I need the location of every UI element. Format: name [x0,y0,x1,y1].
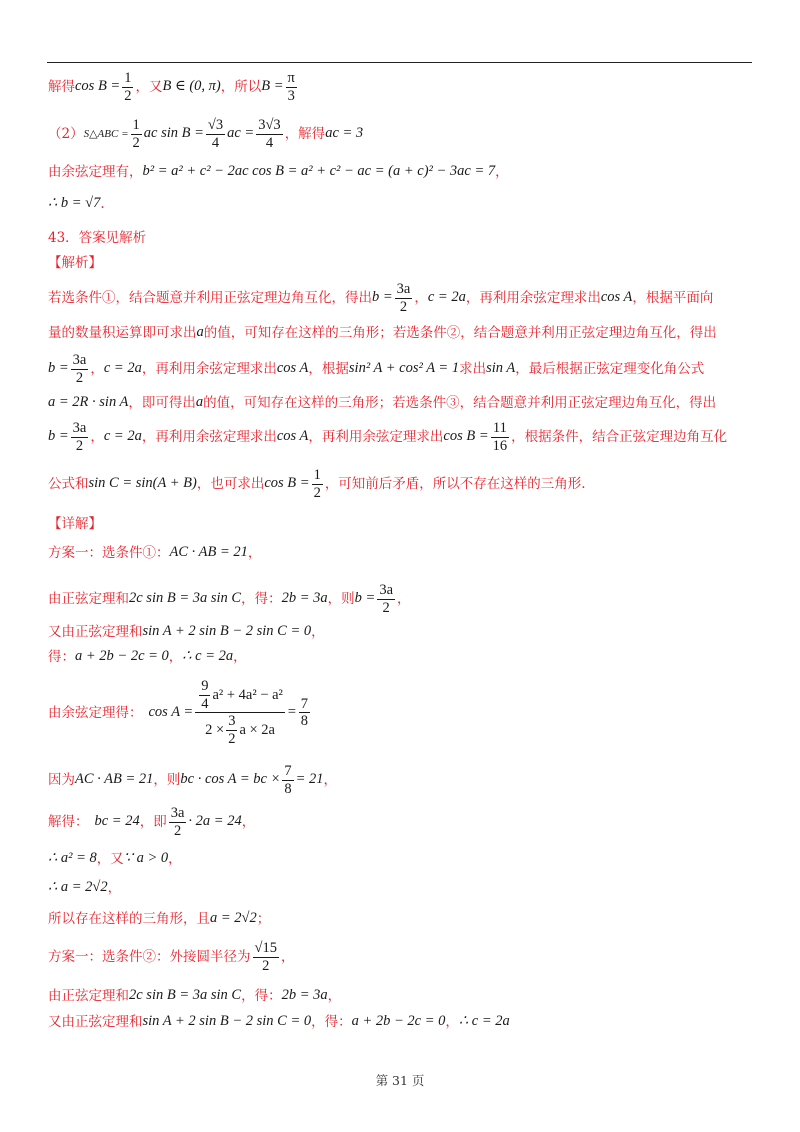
formula: b = [48,360,69,377]
formula: sin² A + cos² A = 1 [348,360,460,377]
formula: bc · cos A = bc × [180,771,281,788]
detail-line-4 [48,648,247,665]
page-number: 第 31 页 [375,1073,425,1088]
text: 求出 [459,361,487,378]
formula: a + 2b − 2c = 0 [351,1013,446,1029]
solution-line-2 [48,117,363,151]
fraction [282,763,293,797]
denominator: 2 [124,87,132,104]
text: ， [280,949,295,966]
analysis-line-3 [48,352,704,386]
text: 若选条件①，结合题意并利用正弦定理边角互化，得出 [48,290,372,307]
text: 由余弦定理有， [48,163,143,180]
formula: ∴ a² = 8 [48,850,97,866]
formula: cos B = [443,428,489,445]
numerator: 11 [492,420,507,436]
formula: · 2a = 24 [188,813,242,830]
denominator: 4 [265,134,274,151]
numerator [195,678,285,713]
fraction [491,420,510,454]
text: 的值，可知存在这样的三角形；若选条件③，结合题意并利用正弦定理边角互化，得出 [203,394,717,411]
formula: a + 2b − 2c = 0 [75,648,169,664]
analysis-line-5 [48,420,727,454]
formula: c = 2a [103,428,142,445]
text: ，最后根据正弦定理变化角公式 [515,361,705,378]
text: ，根据条件，结合正弦定理边角互化 [511,429,728,446]
text: ，又 [135,79,163,96]
solution-line-3 [48,163,509,180]
fraction [256,117,282,151]
text: ，则 [153,772,181,789]
text: ，根据 [308,361,349,378]
text: ，则 [327,591,355,608]
denominator [203,713,277,747]
text: ， [327,987,342,1004]
text: ， [397,591,411,608]
denominator: 8 [300,713,308,730]
numerator: 1 [313,467,321,483]
numerator: 7 [284,763,292,779]
formula: ∴ b = √7 [48,195,101,211]
formula: b² = a² + c² − 2ac cos B = a² + c² − ac = (a + c)² − 3ac = 7 [142,163,496,179]
numerator: 3 [228,713,236,730]
numerator: 3a [72,352,87,368]
solution-line-4 [48,195,105,212]
text: 解得： [48,814,89,831]
detail-line-9 [48,879,121,896]
formula: 2c sin B = 3a sin C [129,987,242,1003]
formula: B ∈ (0, π) [162,78,221,95]
text: ， [414,290,428,307]
formula: = [286,704,297,721]
text: （2） [48,126,84,143]
formula: 2c sin B = 3a sin C [129,590,242,607]
formula: sin A + 2 sin B − 2 sin C = 0 [142,623,312,639]
formula: a [195,394,204,410]
text: 因为 [48,772,75,789]
text: ， [445,1013,459,1030]
formula: cos A [600,289,633,306]
text: ，即可得出 [128,394,196,411]
formula: 2b = 3a [281,590,328,607]
formula: a = 2R · sin A [48,394,129,410]
denominator: 2 [75,437,84,454]
text: ，得： [311,1013,352,1030]
fraction [71,420,89,454]
text: 所以存在这样的三角形，且 [48,910,210,927]
fraction [206,117,225,151]
numerator: 3a [72,420,87,436]
denominator: 4 [201,695,209,712]
analysis-line-6 [48,467,586,501]
detail-line-5 [48,678,312,748]
text: 由正弦定理和 [48,987,129,1004]
denominator: 4 [211,134,220,151]
formula: ∴ c = 2a [458,1013,510,1029]
formula: cos B = [264,475,310,492]
detail-line-8 [48,850,182,867]
text: ， [247,544,262,561]
text: ， [168,648,183,665]
denominator: 2 [262,957,270,974]
analysis-heading: 【解析】 [48,255,102,271]
fraction [312,467,323,501]
formula: cos A [276,360,309,377]
text: 解得 [48,79,75,96]
detail-line-11 [48,940,294,974]
numerator: 9 [201,678,209,694]
text: ，再利用余弦定理求出 [141,429,277,446]
formula: sin A [486,360,516,377]
denominator: 2 [399,298,408,315]
text: ，得： [241,987,282,1004]
formula: b = [354,590,376,607]
text: ， [233,648,247,665]
text: ，所以 [220,79,262,96]
numerator: 3√3 [258,117,281,133]
numerator: π [287,70,295,86]
detail-line-6 [48,763,337,797]
formula: cos A [276,428,309,445]
fraction [377,582,395,616]
text: 又由正弦定理和 [48,623,143,640]
formula: cos A = [148,704,194,721]
fraction [286,70,297,104]
denominator: 2 [382,599,390,616]
fraction [131,117,142,151]
numerator: 3a [379,582,393,598]
text: 又由正弦定理和 [48,1013,143,1030]
detail-heading: 【详解】 [48,516,102,532]
denominator: 16 [492,437,508,454]
numerator: 1 [132,117,140,133]
text: ， [323,772,338,789]
detail-line-2 [48,582,411,616]
fraction [395,281,413,315]
text: 得： [48,648,75,665]
fraction [169,805,187,839]
text: ，又 [96,850,124,867]
formula: ac = 3 [325,125,364,142]
numerator: 7 [300,695,308,712]
numerator: √15 [254,940,277,956]
text: ，再利用余弦定理求出 [465,290,601,307]
denominator: 2 [132,134,140,151]
denominator: 2 [313,484,321,501]
numerator: √3 [207,117,224,133]
analysis-line-4 [48,394,716,411]
denominator: 2 [228,731,236,748]
detail-line-12 [48,987,341,1004]
text: 量的数量积运算即可求出 [48,324,197,341]
solution-line-1 [48,70,299,104]
text: 公式和 [48,476,89,493]
analysis-line-1 [48,281,713,315]
text: 由余弦定理得： [48,704,143,721]
numerator: 1 [124,70,132,86]
formula: sin A + 2 sin B − 2 sin C = 0 [142,1013,312,1029]
detail-line-13 [48,1013,510,1030]
fraction [199,678,210,712]
fraction [253,940,279,974]
text: ，解得 [284,126,326,143]
fraction [122,70,133,104]
formula: c = 2a [103,360,142,377]
denominator: 8 [284,780,292,797]
formula: = 21 [295,771,324,788]
text: ，即 [139,814,167,831]
analysis-line-2 [48,324,717,341]
formula: ∵ a > 0 [123,850,169,866]
formula: AC · AB = 21 [75,771,154,788]
formula: b = [372,289,393,306]
text: . [100,195,105,212]
text: ， [311,623,325,640]
denominator: 2 [75,369,84,386]
denominator: 3 [287,87,295,104]
text: ，再利用余弦定理求出 [141,361,277,378]
text: ， [90,429,104,446]
text: ，根据平面向 [632,290,714,307]
formula: a² + 4a² − a² [212,686,283,703]
fraction [71,352,89,386]
fraction [299,696,310,730]
formula: S△ABC = [83,127,129,140]
question-number: 43．答案见解析 [48,230,147,246]
text: 方案一：选条件②：外接圆半径为 [48,949,251,966]
formula: B = [261,78,284,95]
numerator: 3a [396,281,411,297]
formula: AC · AB = 21 [169,544,248,560]
detail-line-3 [48,623,325,640]
formula: cos B = [75,78,121,95]
text: ； [256,910,271,927]
fraction [226,713,237,747]
formula: 2 × [205,722,225,739]
text: 的值，可知存在这样的三角形；若选条件②，结合题意并利用正弦定理边角互化，得出 [203,324,717,341]
formula: a × 2a [239,722,275,739]
formula: a = 2√2 [210,910,257,926]
text: ， [168,850,182,867]
denominator: 2 [173,822,182,839]
formula: c = 2a [427,289,466,306]
detail-line-7 [48,805,255,839]
formula: ∴ a = 2√2 [48,879,108,895]
numerator: 3a [170,805,185,821]
formula: b = [48,428,69,445]
formula: ac sin B = [143,125,204,142]
formula: bc = 24 [94,813,140,830]
text: ， [90,361,104,378]
formula: ∴ c = 2a [182,648,234,664]
formula: ac = [227,125,255,142]
cos-fraction [195,678,285,748]
text: ，可知前后矛盾，所以不存在这样的三角形. [324,476,586,493]
text: ， [107,879,122,896]
text: ， [495,163,509,180]
text: ， [241,814,256,831]
text: ，得： [241,591,282,608]
text: ，再利用余弦定理求出 [308,429,444,446]
detail-line-1 [48,544,261,561]
formula: 2b = 3a [281,987,328,1003]
text: ，也可求出 [196,476,265,493]
text: 由正弦定理和 [48,591,129,608]
formula: a [196,324,204,340]
text: 方案一：选条件①： [48,544,170,561]
header-rule [47,62,752,63]
formula: sin C = sin(A + B) [88,475,197,492]
detail-line-10 [48,910,270,927]
